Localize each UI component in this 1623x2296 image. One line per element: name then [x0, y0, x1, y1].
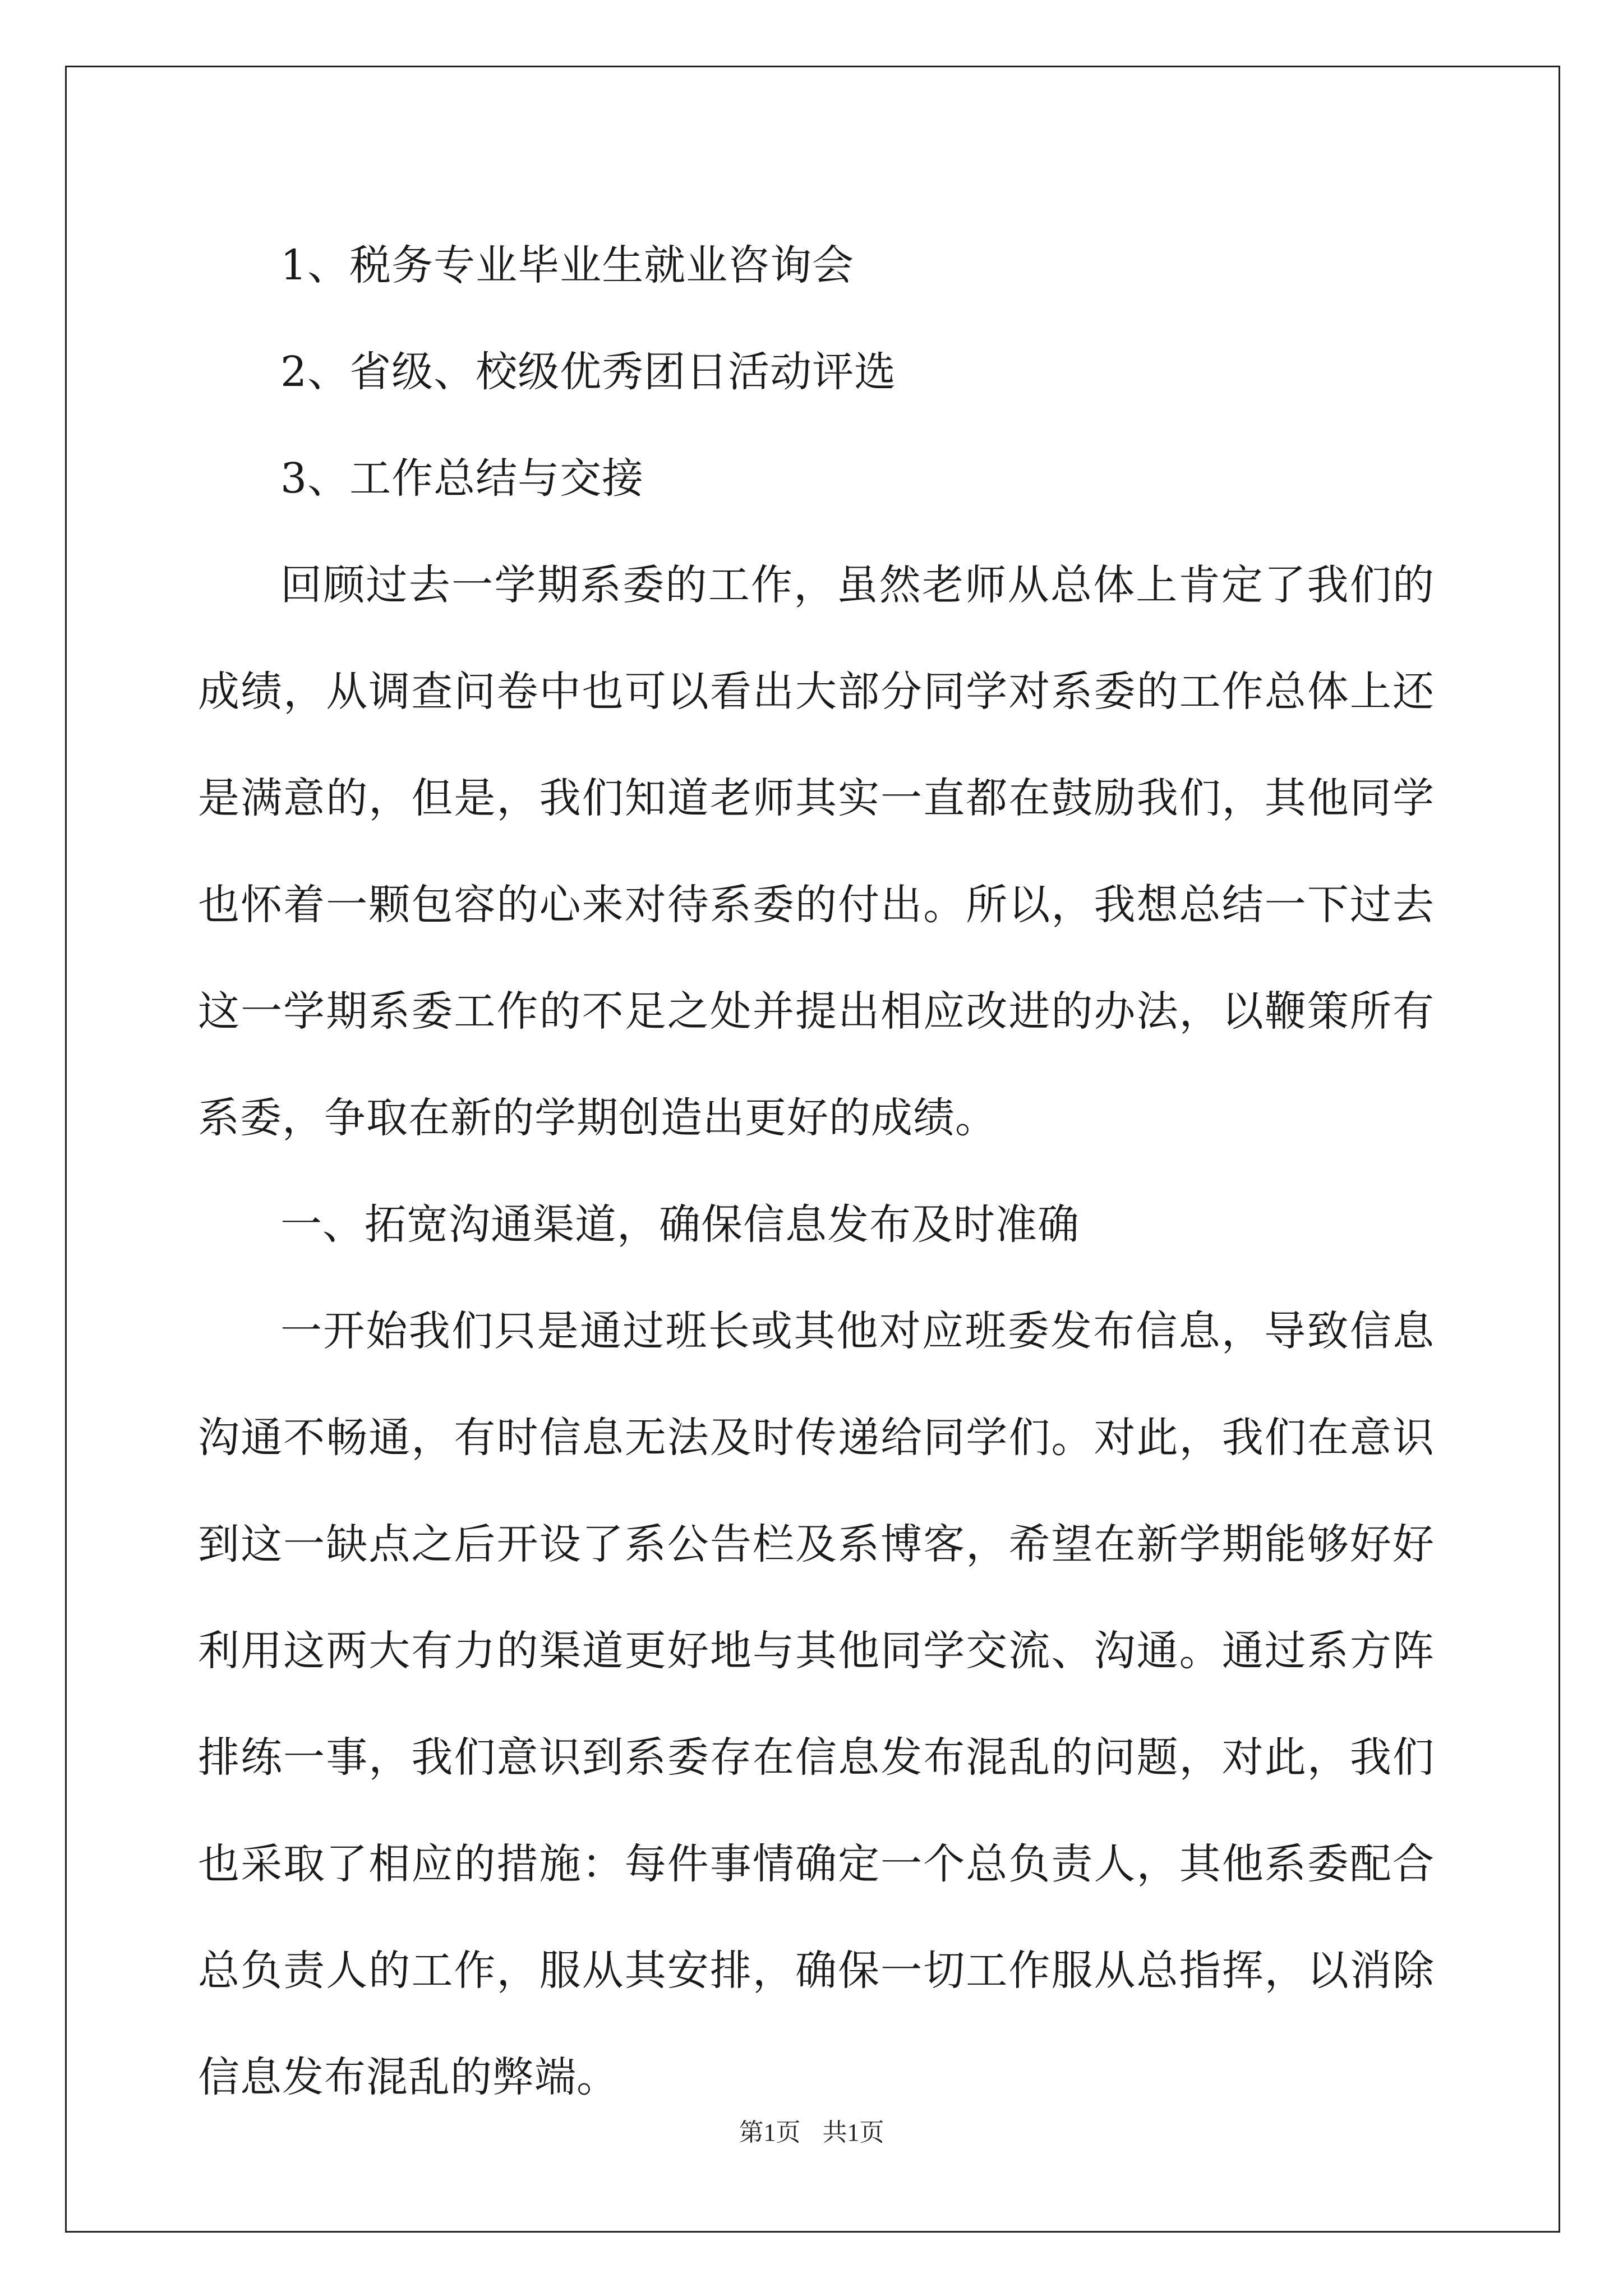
- list-item-2: 2、省级、校级优秀团日活动评选: [280, 348, 897, 396]
- page-number: 第1页: [739, 2119, 801, 2146]
- section-heading-1: 一、拓宽沟通渠道，确保信息发布及时准确: [280, 1200, 1080, 1249]
- list-item-3: 3、工作总结与交接: [280, 454, 644, 503]
- page-footer: [0, 2112, 1623, 2148]
- list-item-1: 1、税务专业毕业生就业咨询会: [280, 241, 855, 289]
- review-paragraph: 回顾过去一学期系委的工作，虽然老师从总体上肯定了我们的成绩，从调查问卷中也可以看出大部分同学对系委的工作总体上还是满意的，但是，我们知道老师其实一直都在鼓励我们，其他同学也怀着一颗包容的心来对待系委的付出。所以，我想总结一下过去这一学期系委工作的不足之处并提出相应改进的办法，以鞭策所有系委，争取在新的学期创造出更好的成绩。: [198, 561, 1435, 1142]
- section-paragraph-1: 一开始我们只是通过班长或其他对应班委发布信息，导致信息沟通不畅通，有时信息无法及时传递给同学们。对此，我们在意识到这一缺点之后开设了系公告栏及系博客，希望在新学期能够好好利用这两大有力的渠道更好地与其他同学交流、沟通。通过系方阵排练一事，我们意识到系委存在信息发布混乱的问题，对此，我们也采取了相应的措施：每件事情确定一个总负责人，其他系委配合总负责人的工作，服从其安排，确保一切工作服从总指挥，以消除信息发布混乱的弊端。: [198, 1307, 1435, 2101]
- document-body: [198, 212, 1435, 2131]
- page-total: 共1页: [822, 2119, 884, 2146]
